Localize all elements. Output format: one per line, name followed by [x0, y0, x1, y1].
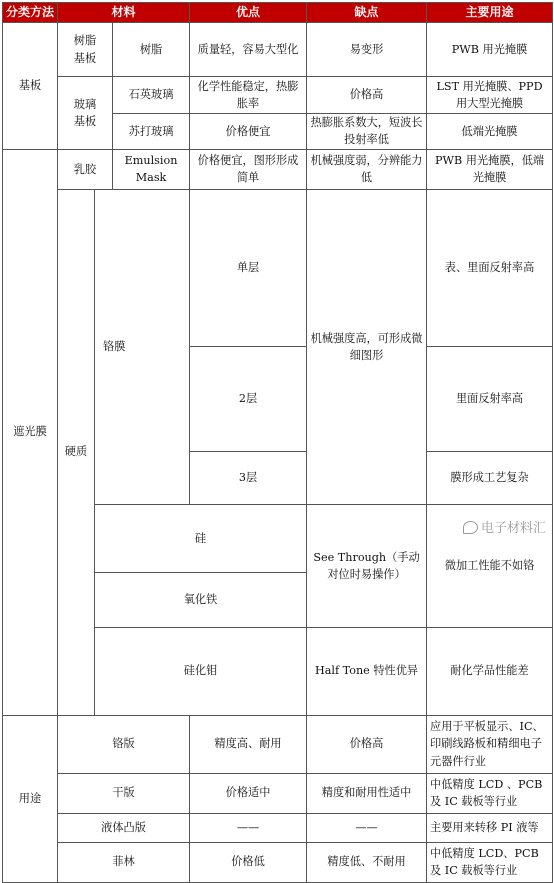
header-pros: 优点: [190, 3, 307, 23]
con-letterpress: ——: [307, 813, 427, 842]
use-soda: 低端光掩膜: [427, 114, 553, 150]
pro-letterpress: ——: [190, 813, 307, 842]
category-substrate: 基板: [3, 23, 58, 150]
pro-chrome-film: 机械强度高，可形成微细图形: [307, 189, 427, 504]
material-dry-plate: 干版: [58, 773, 190, 813]
header-row: [3, 3, 553, 23]
pro-emulsion: 价格便宜，图形形成简单: [190, 149, 307, 189]
subcategory-emulsion: 乳胶: [58, 149, 113, 189]
table-row: [3, 813, 553, 842]
con-moly-silicide: 耐化学品性能差: [427, 627, 553, 715]
use-film: 中低精度 LCD、PCB 及 IC 载板等行业: [427, 842, 553, 882]
table-row: [3, 189, 553, 346]
header-classification: 分类方法: [3, 3, 58, 23]
con-dry-plate: 精度和耐用性适中: [307, 773, 427, 813]
material-soda: 苏打玻璃: [113, 114, 190, 150]
pro-moly-silicide: Half Tone 特性优异: [307, 627, 427, 715]
material-double-layer: 2层: [190, 346, 307, 451]
header-cons: 缺点: [307, 3, 427, 23]
category-mask-layer: 遮光膜: [3, 149, 58, 715]
material-resin: 树脂: [113, 23, 190, 77]
con-film: 精度低、不耐用: [307, 842, 427, 882]
watermark: [463, 517, 546, 536]
material-letterpress: 液体凸版: [58, 813, 190, 842]
pro-silicon: See Through（手动对位时易操作）: [307, 505, 427, 628]
material-iron-oxide: 氧化铁: [95, 573, 307, 627]
header-material: 材料: [58, 3, 190, 23]
watermark-text: 电子材料汇: [480, 521, 546, 536]
subcategory-glass-substrate: 玻璃 基板: [58, 77, 113, 150]
pro-film: 价格低: [190, 842, 307, 882]
con-single-layer: 表、里面反射率高: [427, 189, 553, 346]
material-moly-silicide: 硅化钼: [95, 627, 307, 715]
material-triple-layer: 3层: [190, 452, 307, 505]
con-quartz: 价格高: [307, 77, 427, 114]
table-row: [3, 149, 553, 189]
con-double-layer: 里面反射率高: [427, 346, 553, 451]
pro-chrome-plate: 精度高、耐用: [190, 715, 307, 773]
subcategory-resin-substrate: 树脂 基板: [58, 23, 113, 77]
use-resin: PWB 用光掩膜: [427, 23, 553, 77]
material-single-layer: 单层: [190, 189, 307, 346]
material-silicon: 硅: [95, 505, 307, 573]
table-row: [3, 715, 553, 773]
photomask-classification-table: [2, 2, 553, 883]
table-row: [3, 773, 553, 813]
use-dry-plate: 中低精度 LCD 、PCB 及 IC 载板等行业: [427, 773, 553, 813]
pro-soda: 价格便宜: [190, 114, 307, 150]
subcategory-chrome-film: 铬膜: [95, 189, 190, 504]
material-film: 菲林: [58, 842, 190, 882]
con-silicon: 微加工性能不如铬: [427, 505, 553, 628]
use-quartz: LST 用光掩膜、PPD 用大型光掩膜: [427, 77, 553, 114]
material-emulsion: Emulsion Mask: [113, 149, 190, 189]
use-letterpress: 主要用来转移 PI 液等: [427, 813, 553, 842]
use-chrome-plate: 应用于平板显示、IC、印刷线路板和精细电子元器件行业: [427, 715, 553, 773]
con-soda: 热膨胀系数大，短波长投射率低: [307, 114, 427, 150]
table-row: [3, 842, 553, 882]
pro-resin: 质量轻，容易大型化: [190, 23, 307, 77]
subcategory-hard: 硬质: [58, 189, 95, 715]
con-resin: 易变形: [307, 23, 427, 77]
table-row: [3, 23, 553, 77]
material-chrome-plate: 铬版: [58, 715, 190, 773]
header-main-use: 主要用途: [427, 3, 553, 23]
use-emulsion: PWB 用光掩膜，低端光掩膜: [427, 149, 553, 189]
material-quartz: 石英玻璃: [113, 77, 190, 114]
category-usage: 用途: [3, 715, 58, 882]
con-triple-layer: 膜形成工艺复杂: [427, 452, 553, 505]
wechat-icon: [463, 521, 478, 534]
table-row: [3, 77, 553, 114]
con-chrome-plate: 价格高: [307, 715, 427, 773]
pro-quartz: 化学性能稳定，热膨胀率: [190, 77, 307, 114]
pro-dry-plate: 价格适中: [190, 773, 307, 813]
con-emulsion: 机械强度弱，分辨能力低: [307, 149, 427, 189]
